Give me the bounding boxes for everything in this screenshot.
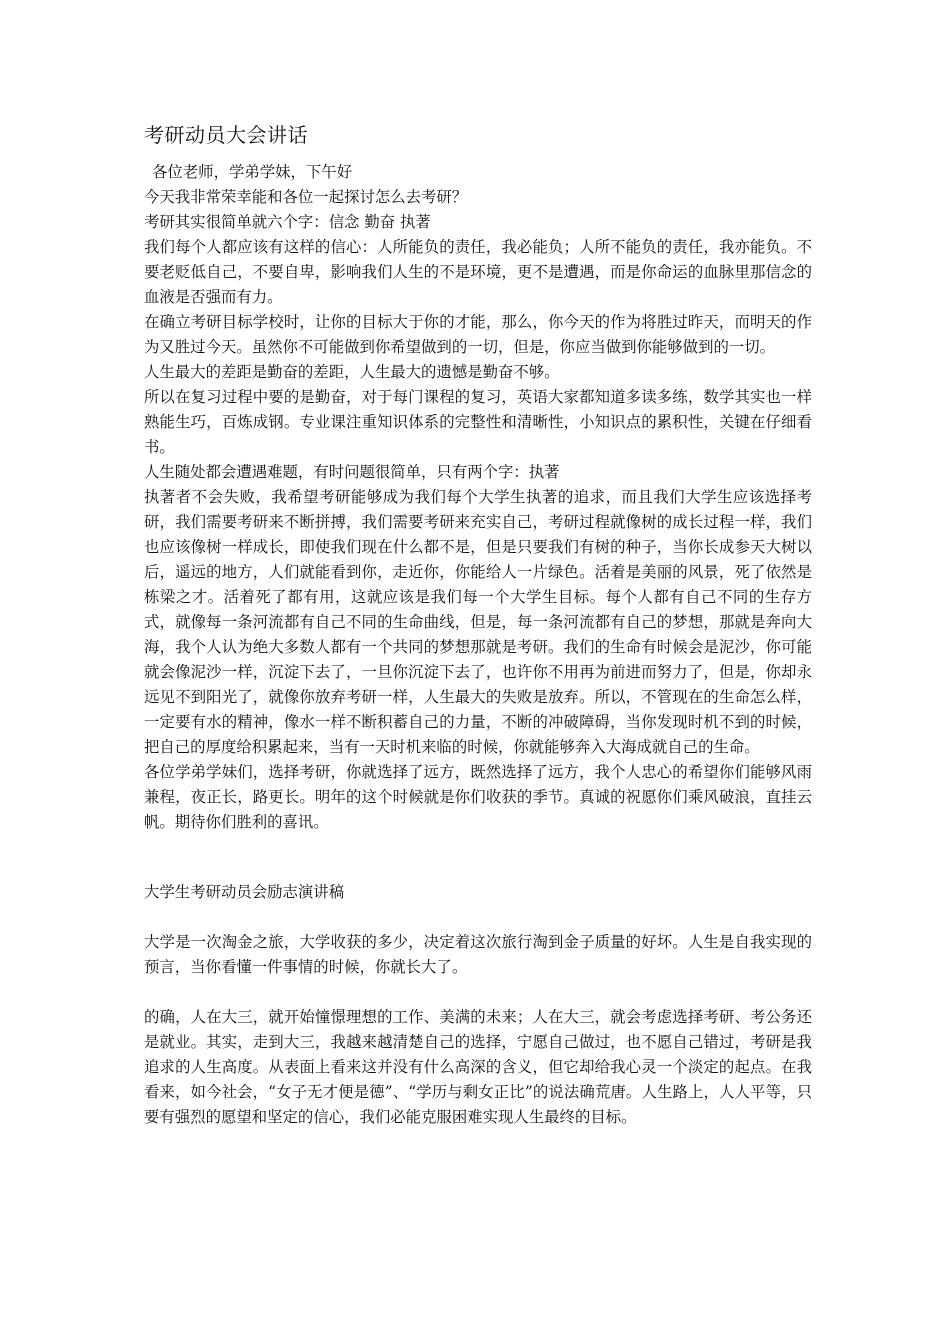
section2-paragraph-gold: 大学是一次淘金之旅，大学收获的多少，决定着这次旅行淘到金子质量的好坏。人生是自我实现的预言，当你看懂一件事情的时候，你就长大了。	[144, 933, 812, 976]
document-page	[144, 120, 812, 1130]
paragraph-belief: 我们每个人都应该有这样的信心：人所能负的责任，我必能负；人所不能负的责任，我亦能负。不要老贬低自己，不要自卑，影响我们人生的不是环境，更不是遭遇，而是你命运的血脉里那信念的血液是否强而有力。	[144, 238, 812, 306]
paragraph-tree-river: 执著者不会失败，我希望考研能够成为我们每个大学生执著的追求，而且我们大学生应该选择考研，我们需要考研来不断拼搏，我们需要考研来充实自己，考研过程就像树的成长过程一样，我们也应该像树一样成长，即使我们现在什么都不是，但是只要我们有树的种子，当你长成参天大树以后，遥远的地方，人们就能看到你，走近你，你能给人一片绿色。活着是美丽的风景，死了依然是栋梁之才。活着死了都有用，这就应该是我们每一个大学生目标。每个人都有自己不同的生存方式，就像每一条河流都有自己不同的生命曲线，但是，每一条河流都有自己的梦想，那就是奔向大海，我个人认为绝大多数人都有一个共同的梦想那就是考研。我们的生命有时候会是泥沙，你可能就会像泥沙一样，沉淀下去了，一旦你沉淀下去了，也许你不用再为前进而努力了，但是，你却永远见不到阳光了，就像你放弃考研一样，人生最大的失败是放弃。所以，不管现在的生命怎么样，一定要有水的精神，像水一样不断积蓄自己的力量，不断的冲破障碍，当你发现时机不到的时候，把自己的厚度给积累起来，当有一天时机来临的时候，你就能够奔入大海成就自己的生命。	[144, 488, 812, 756]
section2-spacer-2	[144, 980, 812, 1005]
paragraph-greeting: 各位老师，学弟学妹，下午好	[152, 163, 353, 181]
paragraph-review-process: 所以在复习过程中要的是勤奋，对于每门课程的复习，英语大家都知道多读多练，数学其实也一样熟能生巧，百炼成钢。专业课注重知识体系的完整性和清晰性，小知识点的累积性，关键在仔细看书。	[144, 388, 812, 456]
paragraph-diligence-gap: 人生最大的差距是勤奋的差距，人生最大的遗憾是勤奋不够。	[144, 363, 560, 381]
section2-title: 大学生考研动员会励志演讲稿	[144, 883, 345, 901]
paragraph-target-school: 在确立考研目标学校时，让你的目标大于你的才能，那么，你今天的作为将胜过昨天，而明天的作为又胜过今天。虽然你不可能做到你希望做到的一切，但是，你应当做到你能够做到的一切。	[144, 313, 812, 356]
section2-spacer-1	[144, 905, 812, 930]
paragraph-six-words: 考研其实很简单就六个字：信念 勤奋 执著	[144, 213, 431, 231]
section2-paragraph-junior-year: 的确，人在大三，就开始憧憬理想的工作、美满的未来；人在大三，就会考虑选择考研、考公务还是就业。其实，走到大三，我越来越清楚自己的选择，宁愿自己做过，也不愿自己错过，考研是我追求的人生高度。从表面上看来这并没有什么高深的含义，但它却给我心灵一个淡定的起点。在我看来，如今社会，“女子无才便是德”、“学历与剩女正比”的说法确荒唐。人生路上，人人平等，只要有强烈的愿望和坚定的信心，我们必能克服困难实现人生最终的目标。	[144, 1008, 812, 1126]
paragraph-opening: 今天我非常荣幸能和各位一起探讨怎么去考研？	[144, 188, 468, 206]
section-spacer	[144, 835, 812, 880]
paragraph-closing: 各位学弟学妹们，选择考研，你就选择了远方，既然选择了远方，我个人忠心的希望你们能够风雨兼程，夜正长，路更长。明年的这个时候就是你们收获的季节。真诚的祝愿你们乘风破浪，直挂云帆。期待你们胜利的喜讯。	[144, 763, 812, 831]
document-title: 考研动员大会讲话	[144, 123, 308, 147]
paragraph-persistence: 人生随处都会遭遇难题，有时问题很简单，只有两个字：执著	[144, 463, 560, 481]
